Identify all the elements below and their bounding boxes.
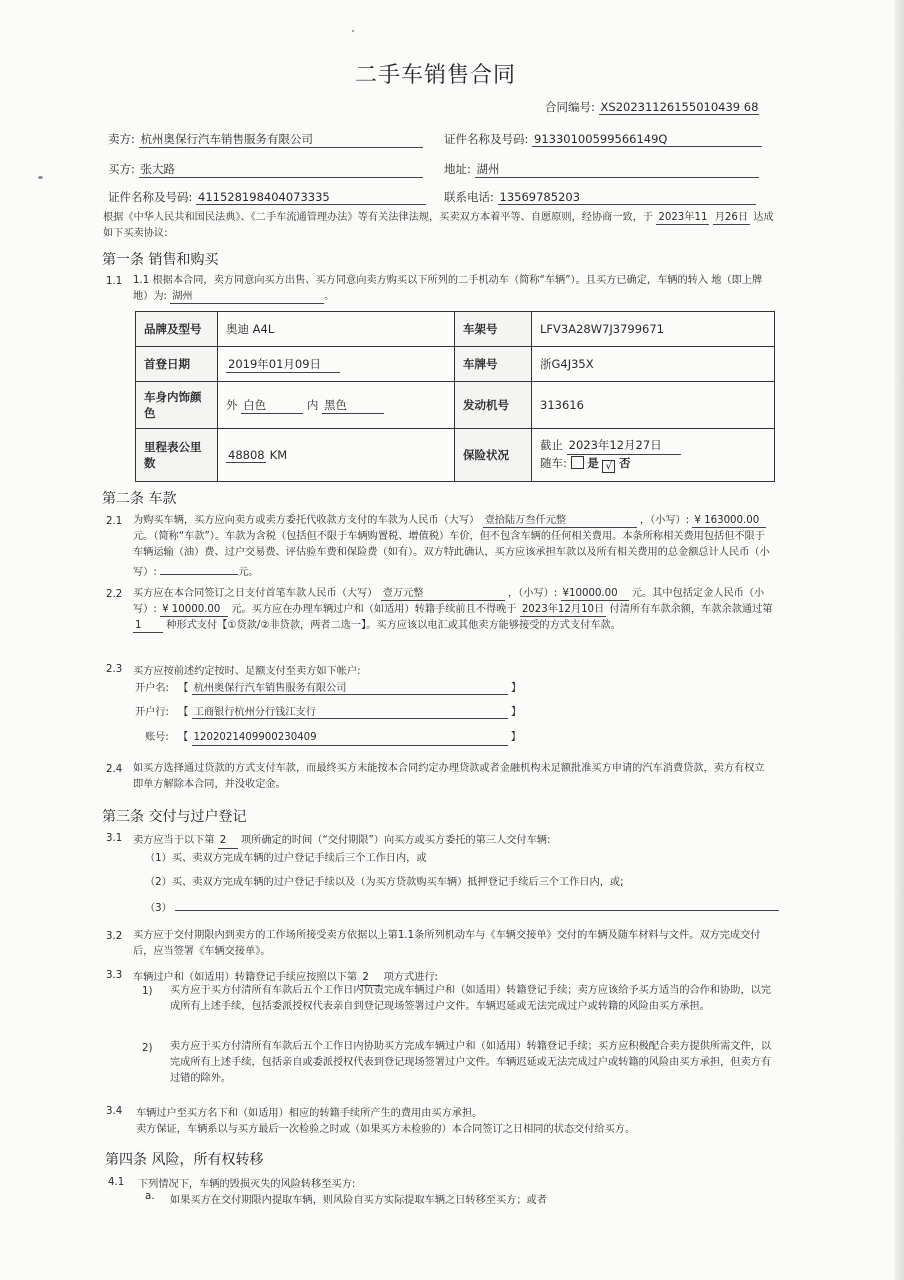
option-3-label: （3） [145,903,172,914]
account-name-label: 开户名: [135,683,169,694]
account-name-row [135,679,521,695]
article-4-title: 第四条 风险，所有权转移 [105,1152,264,1168]
final-payment-date: 2023年12月10日 [521,604,605,615]
account-no-label: 账号: [145,732,169,743]
clause-1-1 [133,273,773,305]
clause-3-3-2: 卖方应于买方付清所有车款后五个工作日内协助买方完成车辆过户和（如适用）转籍登记手续；买方应积极配合卖方提供所需文件，以完成所有上述手续，包括亲自或委派授权代表到登记现场签署过户文件。车辆迟延或无法完成过户或转籍的风险由买方承担，但卖方有过错的除外。 [170,1041,772,1084]
price-amount: ¥ 163000.00 [692,514,766,528]
color-label: 车身内饰颜色 [136,382,218,429]
table-row [136,347,775,382]
clause-2-1-d: 元。 [238,567,259,578]
clause-3-4-b: 卖方保证，车辆系以与买方最后一次检验之时或（如果买方未检验的）本合同签订之日相同的状态交付给买方。 [136,1124,636,1135]
first-payment-upper: 壹万元整 [381,587,505,601]
clause-2-1-b: ，（小写）: [639,515,690,526]
reg-date-value: 2019年01月09日 [226,356,340,373]
clause-3-3-1: 买方应于买方付清所有车款后五个工作日内负责完成车辆过户和（如适用）转籍登记手续；卖方应该给予买方适当的合作和协助，以完成所有上述手续，包括委派授权代表亲自到登记现场签署过户文件。车辆迟延或无法完成过户或转籍的风险由买方承担。 [170,985,772,1012]
scan-speck [38,176,43,179]
reg-date-cell [218,347,455,382]
vin-value: LFV3A28W7J3799671 [532,312,775,347]
clause-2-1 [133,513,773,581]
mileage-unit: KM [269,447,288,462]
exterior-label: 外 [226,397,238,412]
bracket-left: 【 [178,732,189,743]
clause-3-1 [133,831,550,849]
no-label: 否 [619,456,631,470]
clause-number: 1.1 [106,276,123,287]
clause-3-4-a: 车辆过户至买方名下和（如适用）相应的转籍手续所产生的费用由买方承担。 [136,1108,483,1119]
yes-checkbox [571,456,584,469]
mileage-value: 48808 [228,447,265,462]
clause-1-1-text: 1.1 根据本合同，卖方同意向买方出售、买方同意向卖方购买以下所列的二手机动车（简称“车辆”）。且买方已确定，车辆的转入 [133,275,709,286]
clause-number: 3.3 [106,970,123,981]
brand-label: 品牌及型号 [136,312,218,347]
total-amount [160,561,238,575]
no-checkbox: √ [602,460,615,473]
clause-1-1-dot: 。 [324,291,335,302]
first-payment-amount: ¥10000.00 [561,587,629,601]
clause-2-2-f: 种形式支付【①贷款/②非贷款，两者二选一】。买方应该以电汇或其他卖方能够接受的方式支付车款。 [166,620,621,631]
account-no-row [145,728,521,746]
buyer-addr-label: 地址: [444,162,471,176]
reg-date-label: 首登日期 [136,347,218,382]
bank-label: 开户行: [135,707,169,718]
page-title: 二手车销售合同 [355,63,517,88]
buyer-addr-value: 湖州 [475,161,759,178]
bracket-right: 】 [510,683,522,694]
interior-color: 黑色 [322,397,384,414]
clause-2-2-b: ，（小写）: [508,588,558,599]
account-no-value: 1202021409900230409 [192,732,508,746]
contract-no-value: XS20231126155010439 68 [600,100,759,114]
clause-2-2-e: 付清所有车款余额，车款余款通过第 [609,604,773,615]
clause-2-1-a: 为购买车辆，买方应向卖方或卖方委托代收款方支付的车款为人民币（大写） [133,515,480,526]
brand-value: 奥迪 A4L [218,312,455,347]
clause-2-1-c: 元。（简称“车款”）。车款为含税（包括但不限于车辆购置税、增值税）车价，但不包含车辆的任何相关费用。本条所称相关费用包括但不限于车辆运输（油）费、过户交易费、评估验车费和保险费（如有）。双方特此确认，买方应该承担车款以及所有相关费用的总金额总计人民币（小写）: [133,531,770,578]
price-upper: 壹拾陆万叁仟元整 [483,514,637,528]
yes-label: 是 [587,456,599,470]
option-3-blank [175,897,779,911]
color-cell [218,382,455,429]
clause-2-2-d: 元。买方应在办理车辆过户和（如适用）转籍手续前且不得晚于 [231,604,517,615]
bracket-left: 【 [178,683,189,694]
buyer-id-value: 411528198404073335 [196,190,426,205]
clause-3-1-option-3 [145,897,779,914]
clause-3-1-option-1: （1）买、卖双方完成车辆的过户登记手续后三个工作日内，或 [145,853,427,864]
clause-number: 3.1 [106,833,123,844]
plate-label: 车牌号 [455,347,532,382]
engine-value: 313616 [532,382,775,429]
clause-4-1-a: 如果买方在交付期限内提取车辆，则风险自买方实际提取车辆之日转移至买方；或者 [170,1195,547,1206]
vin-label: 车架号 [455,312,532,347]
clause-3-1-b: 项所确定的时间（“交付期限”）向买方或买方委托的第三人交付车辆: [241,835,551,846]
insurance-until-value: 2023年12月27日 [567,437,681,455]
buyer-id-label: 证件名称及号码: [108,190,193,204]
intro-paragraph [103,210,775,242]
table-row [136,429,775,482]
clause-number: 3.4 [106,1106,123,1117]
buyer-row [108,161,423,178]
scan-edge [894,0,904,1280]
clause-3-1-a: 卖方应当于以下第 [133,835,215,846]
article-3-title: 第三条 交付与过户登记 [102,809,247,825]
mileage-cell [218,429,455,482]
article-1-title: 第一条 销售和购买 [102,252,219,268]
clause-3-3-a: 车辆过户和（如适用）转籍登记手续应按照以下第 [133,972,358,983]
clause-number: 4.1 [108,1177,125,1188]
clause-3-3-b: 项方式进行: [383,972,438,983]
bank-value: 工商银行杭州分行钱江支行 [192,703,508,719]
vehicle-table [135,311,775,482]
intro-date-a: 2023年11 [658,212,708,223]
seller-row [108,131,423,148]
insurance-label: 保险状况 [455,429,532,482]
clause-2-4: 如买方选择通过贷款的方式支付车款，而最终买方未能按本合同约定办理贷款或者金融机构未足额批准买方申请的汽车消费贷款，卖方有权立即单方解除本合同，并没收定金。 [133,763,765,790]
seller-label: 卖方: [108,132,135,146]
clause-1-1-text2: 地（即上牌地）为: [133,275,763,302]
payment-method: 1 [133,619,163,633]
intro-text: 根据《中华人民共和国民法典》、《二手车流通管理办法》等有关法律法规，买卖双方本着平等、自愿原则，经协商一致，于 [103,212,654,223]
table-row [136,382,775,429]
bracket-left: 【 [178,707,189,718]
clause-2-2 [133,586,773,634]
insurance-cell [532,429,775,482]
seller-id-value: 91330100599566149Q [532,132,762,147]
buyer-label: 买方: [108,162,135,176]
exterior-color: 白色 [241,397,303,414]
mileage-label: 里程表公里数 [136,429,218,482]
clause-2-2-a: 买方应在本合同签订之日支付首笔车款人民币（大写） [133,588,378,599]
clause-number: 1) [142,986,153,997]
bracket-right: 】 [510,707,522,718]
buyer-tel-label: 联系电话: [444,190,494,204]
bank-row [135,703,521,719]
intro-tail: 达成如下买卖协议: [103,212,774,239]
scan-speck [352,30,354,32]
intro-date-b: 月26日 [714,212,749,223]
clause-2-3-text: 买方应按前述约定按时、足额支付至卖方如下帐户: [133,666,361,677]
article-2-title: 第二条 车款 [102,491,177,507]
bracket-right: 】 [510,732,521,743]
clause-number: 2.2 [106,589,123,600]
clause-number: 2.1 [106,516,123,527]
seller-id-label: 证件名称及号码: [444,132,529,146]
clause-2-2-c: 元。其中包括定金人民币（小写）: [133,588,765,615]
engine-label: 发动机号 [455,382,532,429]
contract-no-label: 合同编号: [545,100,595,114]
delivery-option: 2 [218,835,238,849]
clause-number: a. [145,1191,155,1202]
insurance-until-label: 截止 [540,438,563,452]
clause-3-2: 买方应于交付期限内到卖方的工作场所接受卖方依据以上第1.1条所列机动车与《车辆交接单》交付的车辆及随车材料与文件。双方完成交付后，应当签署《车辆交接单》。 [133,930,761,957]
transfer-place: 湖州 [170,290,324,304]
seller-id-row [444,131,762,147]
account-name-value: 杭州奥保行汽车销售服务有限公司 [192,679,508,695]
plate-value: 浙G4J35X [532,347,775,382]
follow-label: 随车: [540,456,567,470]
clause-number: 2.4 [106,764,123,775]
buyer-tel-value: 13569785203 [498,190,756,205]
clause-3-1-option-2: （2）买、卖双方完成车辆的过户登记手续以及（为买方贷款购买车辆）抵押登记手续后三个工作日内，或; [145,877,624,888]
seller-value: 杭州奥保行汽车销售服务有限公司 [139,131,423,148]
transfer-option: 2 [360,972,380,986]
deposit-amount: ¥ 10000.00 [160,603,228,617]
clause-number: 2) [142,1043,153,1054]
interior-label: 内 [306,397,319,412]
clause-number: 2.3 [106,664,123,675]
buyer-tel-row [444,189,756,205]
buyer-id-row [108,189,426,205]
clause-number: 3.2 [106,931,123,942]
contract-no [545,99,759,115]
table-row [136,312,775,347]
clause-4-1: 下列情况下，车辆的毁损灭失的风险转移至买方: [138,1179,356,1190]
buyer-addr-row [444,161,759,178]
buyer-value: 张大路 [139,161,423,178]
